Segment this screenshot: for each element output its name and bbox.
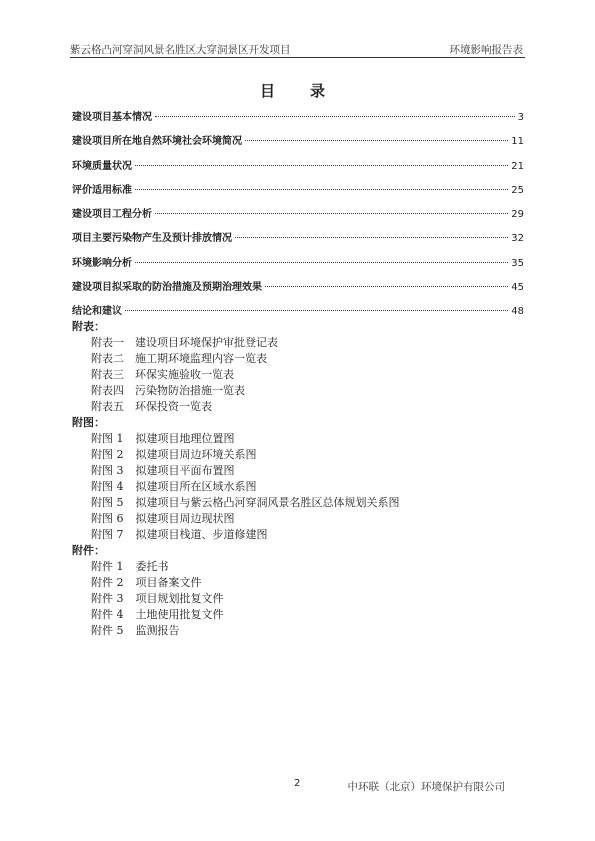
toc-entry-title: 环境影响分析 <box>72 257 132 269</box>
attachment-code: 附表一 <box>91 336 124 349</box>
attachment-item <box>72 351 532 367</box>
attachment-item <box>72 431 532 447</box>
toc-dot-leader <box>155 116 515 117</box>
attachment-code: 附件 5 <box>91 624 124 637</box>
toc-entry[interactable] <box>72 254 524 278</box>
toc-entry-page: 3 <box>517 112 524 123</box>
attachment-item <box>72 383 532 399</box>
toc-entry-page: 45 <box>511 282 524 294</box>
toc-entry-title: 评价适用标准 <box>72 184 132 196</box>
attachment-code: 附件 2 <box>91 576 124 589</box>
header-project-name: 紫云格凸河穿洞风景名胜区大穿洞景区开发项目 <box>70 44 291 56</box>
attachment-name: 拟建项目周边现状图 <box>135 512 235 525</box>
attachment-code: 附图 6 <box>91 512 124 525</box>
attachment-name: 项目备案文件 <box>135 576 202 589</box>
attachment-item <box>72 367 532 383</box>
toc-entry-title: 建设项目基本情况 <box>72 112 152 123</box>
attachment-code: 附表四 <box>91 384 124 397</box>
toc-entry-page: 29 <box>511 209 524 221</box>
toc-entry[interactable] <box>72 278 524 302</box>
attached-tables-section <box>72 319 532 415</box>
attachment-name: 施工期环境监理内容一览表 <box>135 352 267 365</box>
toc-dot-leader <box>265 286 508 287</box>
attachment-name: 拟建项目与紫云格凸河穿洞风景名胜区总体规划关系图 <box>135 496 400 509</box>
attachment-code: 附表三 <box>91 368 124 381</box>
toc-entry[interactable] <box>72 157 524 181</box>
attachment-name: 项目规划批复文件 <box>135 592 224 605</box>
toc-entry-page: 32 <box>511 233 524 245</box>
attachment-item <box>72 511 532 527</box>
table-of-contents <box>72 108 524 327</box>
toc-entry-title: 环境质量状况 <box>72 160 132 172</box>
attachment-item <box>72 447 532 463</box>
attachment-item <box>72 527 532 543</box>
page-title: 目 录 <box>259 82 335 100</box>
attached-figures-list <box>72 431 532 543</box>
header-report-type: 环境影响报告表 <box>449 44 523 56</box>
attachment-code: 附件 3 <box>91 592 124 605</box>
attachment-code: 附图 1 <box>91 432 124 445</box>
toc-entry-title: 建设项目所在地自然环境社会环境简况 <box>72 136 242 148</box>
toc-entry-page: 11 <box>511 136 524 148</box>
attachment-item <box>72 607 532 623</box>
toc-dot-leader <box>135 262 508 263</box>
attachment-name: 拟建项目周边环境关系图 <box>135 448 257 461</box>
attachment-item <box>72 463 532 479</box>
attachment-name: 拟建项目栈道、步道修建图 <box>135 528 268 541</box>
attached-figures-heading: 附图： <box>72 416 105 429</box>
attached-tables-list <box>72 335 532 415</box>
attachment-name: 土地使用批复文件 <box>135 608 224 621</box>
toc-entry[interactable] <box>72 108 524 132</box>
attachment-name: 污染物防治措施一览表 <box>135 384 245 397</box>
attachment-item <box>72 495 532 511</box>
attachment-name: 拟建项目平面布置图 <box>135 464 235 477</box>
toc-entry[interactable] <box>72 132 524 156</box>
attachment-code: 附件 4 <box>91 608 124 621</box>
toc-entry[interactable] <box>72 205 524 229</box>
attachment-name: 拟建项目地理位置图 <box>135 432 235 445</box>
attachment-name: 拟建项目所在区域水系图 <box>135 480 257 493</box>
toc-entry-page: 48 <box>511 306 524 318</box>
toc-entry-page: 21 <box>511 160 524 172</box>
toc-entry-title: 结论和建议 <box>72 306 122 318</box>
toc-entry-title: 建设项目工程分析 <box>72 209 152 221</box>
attachment-item <box>72 559 532 575</box>
attachment-code: 附表五 <box>91 400 124 413</box>
toc-dot-leader <box>135 165 508 166</box>
toc-entry-title: 建设项目拟采取的防治措施及预期治理效果 <box>72 282 262 294</box>
footer-company: 中环联（北京）环境保护有限公司 <box>347 781 505 793</box>
attached-figures-section <box>72 415 532 543</box>
attached-tables-heading: 附表： <box>72 320 105 333</box>
attachment-name: 环保投资一览表 <box>135 400 212 413</box>
toc-dot-leader <box>235 237 508 238</box>
attachment-item <box>72 623 532 639</box>
attachment-name: 环保实施验收一览表 <box>135 368 234 381</box>
attachment-code: 附图 3 <box>91 464 124 477</box>
attachment-item <box>72 575 532 591</box>
attachment-item <box>72 399 532 415</box>
toc-entry-title: 项目主要污染物产生及预计排放情况 <box>72 233 232 245</box>
annexes-section <box>72 543 532 639</box>
attachment-code: 附表二 <box>91 352 124 365</box>
attachment-code: 附件 1 <box>91 560 124 573</box>
toc-dot-leader <box>155 213 508 214</box>
toc-dot-leader <box>125 310 508 311</box>
attachment-name: 监测报告 <box>135 624 180 637</box>
toc-dot-leader <box>135 189 508 190</box>
page-header <box>70 40 525 58</box>
attachment-item <box>72 591 532 607</box>
annexes-list <box>72 559 532 639</box>
attachment-code: 附图 2 <box>91 448 124 461</box>
attachment-code: 附图 4 <box>91 480 124 493</box>
toc-entry-page: 35 <box>511 257 524 269</box>
page-number: 2 <box>294 778 301 789</box>
toc-entry-page: 25 <box>511 184 524 196</box>
attachment-item <box>72 479 532 495</box>
toc-entry[interactable] <box>72 229 524 253</box>
attachment-code: 附图 5 <box>91 496 124 509</box>
attachment-item <box>72 335 532 351</box>
annexes-heading: 附件： <box>72 544 105 557</box>
toc-dot-leader <box>245 140 508 141</box>
attachment-name: 委托书 <box>135 560 169 573</box>
attachment-name: 建设项目环境保护审批登记表 <box>135 336 278 349</box>
attachment-code: 附图 7 <box>91 528 124 541</box>
toc-entry[interactable] <box>72 181 524 205</box>
